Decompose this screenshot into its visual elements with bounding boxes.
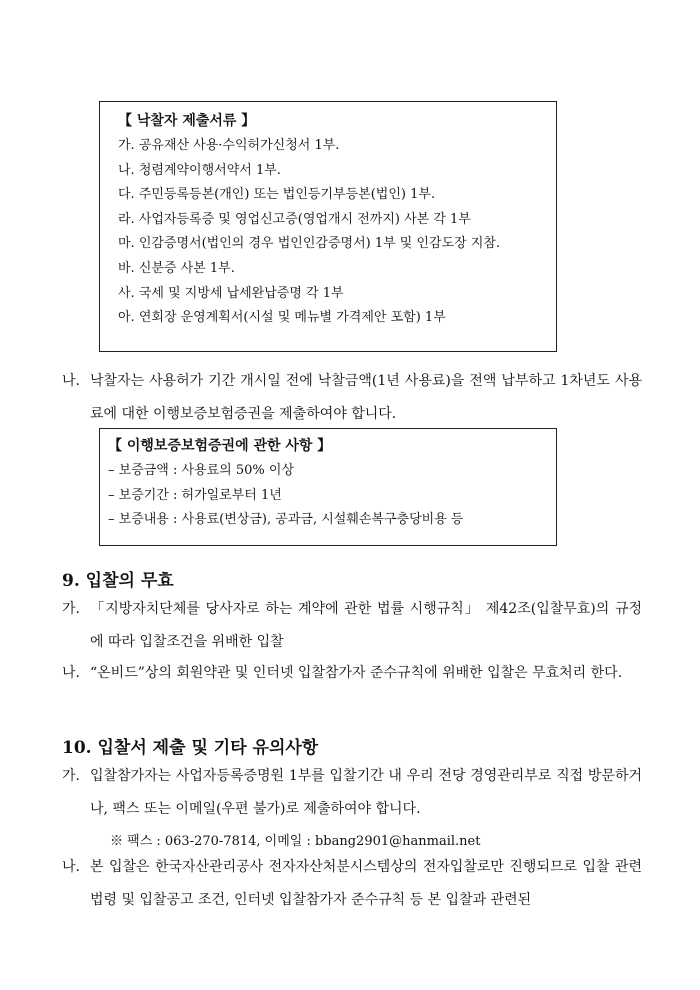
section-9-item-ga [62, 593, 642, 659]
winning-doc-item: 마. 인감증명서(법인의 경우 법인인감증명서) 1부 및 인감도장 지참. [118, 236, 501, 252]
winning-doc-item: 가. 공유재산 사용·수익허가신청서 1부. [118, 138, 340, 153]
winning-doc-item: 다. 주민등록등본(개인) 또는 법인등기부등본(법인) 1부. [118, 187, 436, 203]
winning-doc-item: 라. 사업자등록증 및 영업신고증(영업개시 전까지) 사본 각 1부 [118, 211, 471, 227]
item-label: 가. [62, 768, 80, 784]
section-10-item-na [62, 851, 642, 917]
winning-doc-item: 나. 청렴계약이행서약서 1부. [118, 162, 281, 178]
paragraph-text: 입찰참가자는 사업자등록증명원 1부를 입찰기간 내 우리 전당 경영관리부로 직접 방문하거나, 팩스 또는 이메일(우편 불가)로 제출하여야 합니다. [90, 768, 642, 817]
paragraph-text: 「지방자치단체를 당사자로 하는 계약에 관한 법률 시행규칙」 제42조(입찰무효)의 규정에 따라 입찰조건을 위배한 입찰 [90, 601, 642, 650]
section-9-title: 9. 입찰의 무효 [62, 571, 174, 591]
winning-doc-item: 바. 신분증 사본 1부. [118, 260, 235, 276]
paragraph-text: 본 입찰은 한국자산관리공사 전자자산처분시스템상의 전자입찰로만 진행되므로 입찰 관련 법령 및 입찰공고 조건, 인터넷 입찰참가자 준수규칙 등 본 입찰과 관련된 [90, 859, 642, 908]
section-10-title: 10. 입찰서 제출 및 기타 유의사항 [62, 738, 319, 758]
contact-note: ※ 팩스 : 063-270-7814, 이메일 : bbang2901@hanmail.net [110, 834, 481, 849]
winning-doc-item: 아. 연회장 운영계획서(시설 및 메뉴별 가격제안 포함) 1부 [118, 310, 446, 326]
winning-bidder-payment-paragraph [62, 365, 642, 431]
bond-item: – 보증내용 : 사용료(변상금), 공과금, 시설훼손복구충당비용 등 [108, 512, 464, 527]
item-label: 나. [62, 373, 80, 389]
winning-bidder-documents-box [99, 101, 557, 352]
paragraph-text: “온비드”상의 회원약관 및 인터넷 입찰참가자 준수규칙에 위배한 입찰은 무효처리 한다. [90, 665, 623, 681]
bond-box-title: 【 이행보증보험증권에 관한 사항 】 [108, 438, 332, 454]
section-10-item-ga [62, 760, 642, 826]
performance-bond-box [99, 428, 557, 546]
bond-item: – 보증기간 : 허가일로부터 1년 [108, 487, 282, 503]
item-label: 나. [62, 859, 80, 875]
winning-docs-title: 【 낙찰자 제출서류 】 [118, 113, 256, 129]
item-label: 가. [62, 601, 80, 617]
item-label: 나. [62, 665, 80, 681]
winning-doc-item: 사. 국세 및 지방세 납세완납증명 각 1부 [118, 285, 344, 301]
section-9-item-na [62, 657, 642, 690]
paragraph-text: 낙찰자는 사용허가 기간 개시일 전에 낙찰금액(1년 사용료)을 전액 납부하고 1차년도 사용료에 대한 이행보증보험증권을 제출하여야 합니다. [90, 373, 642, 422]
bond-item: – 보증금액 : 사용료의 50% 이상 [108, 463, 295, 478]
